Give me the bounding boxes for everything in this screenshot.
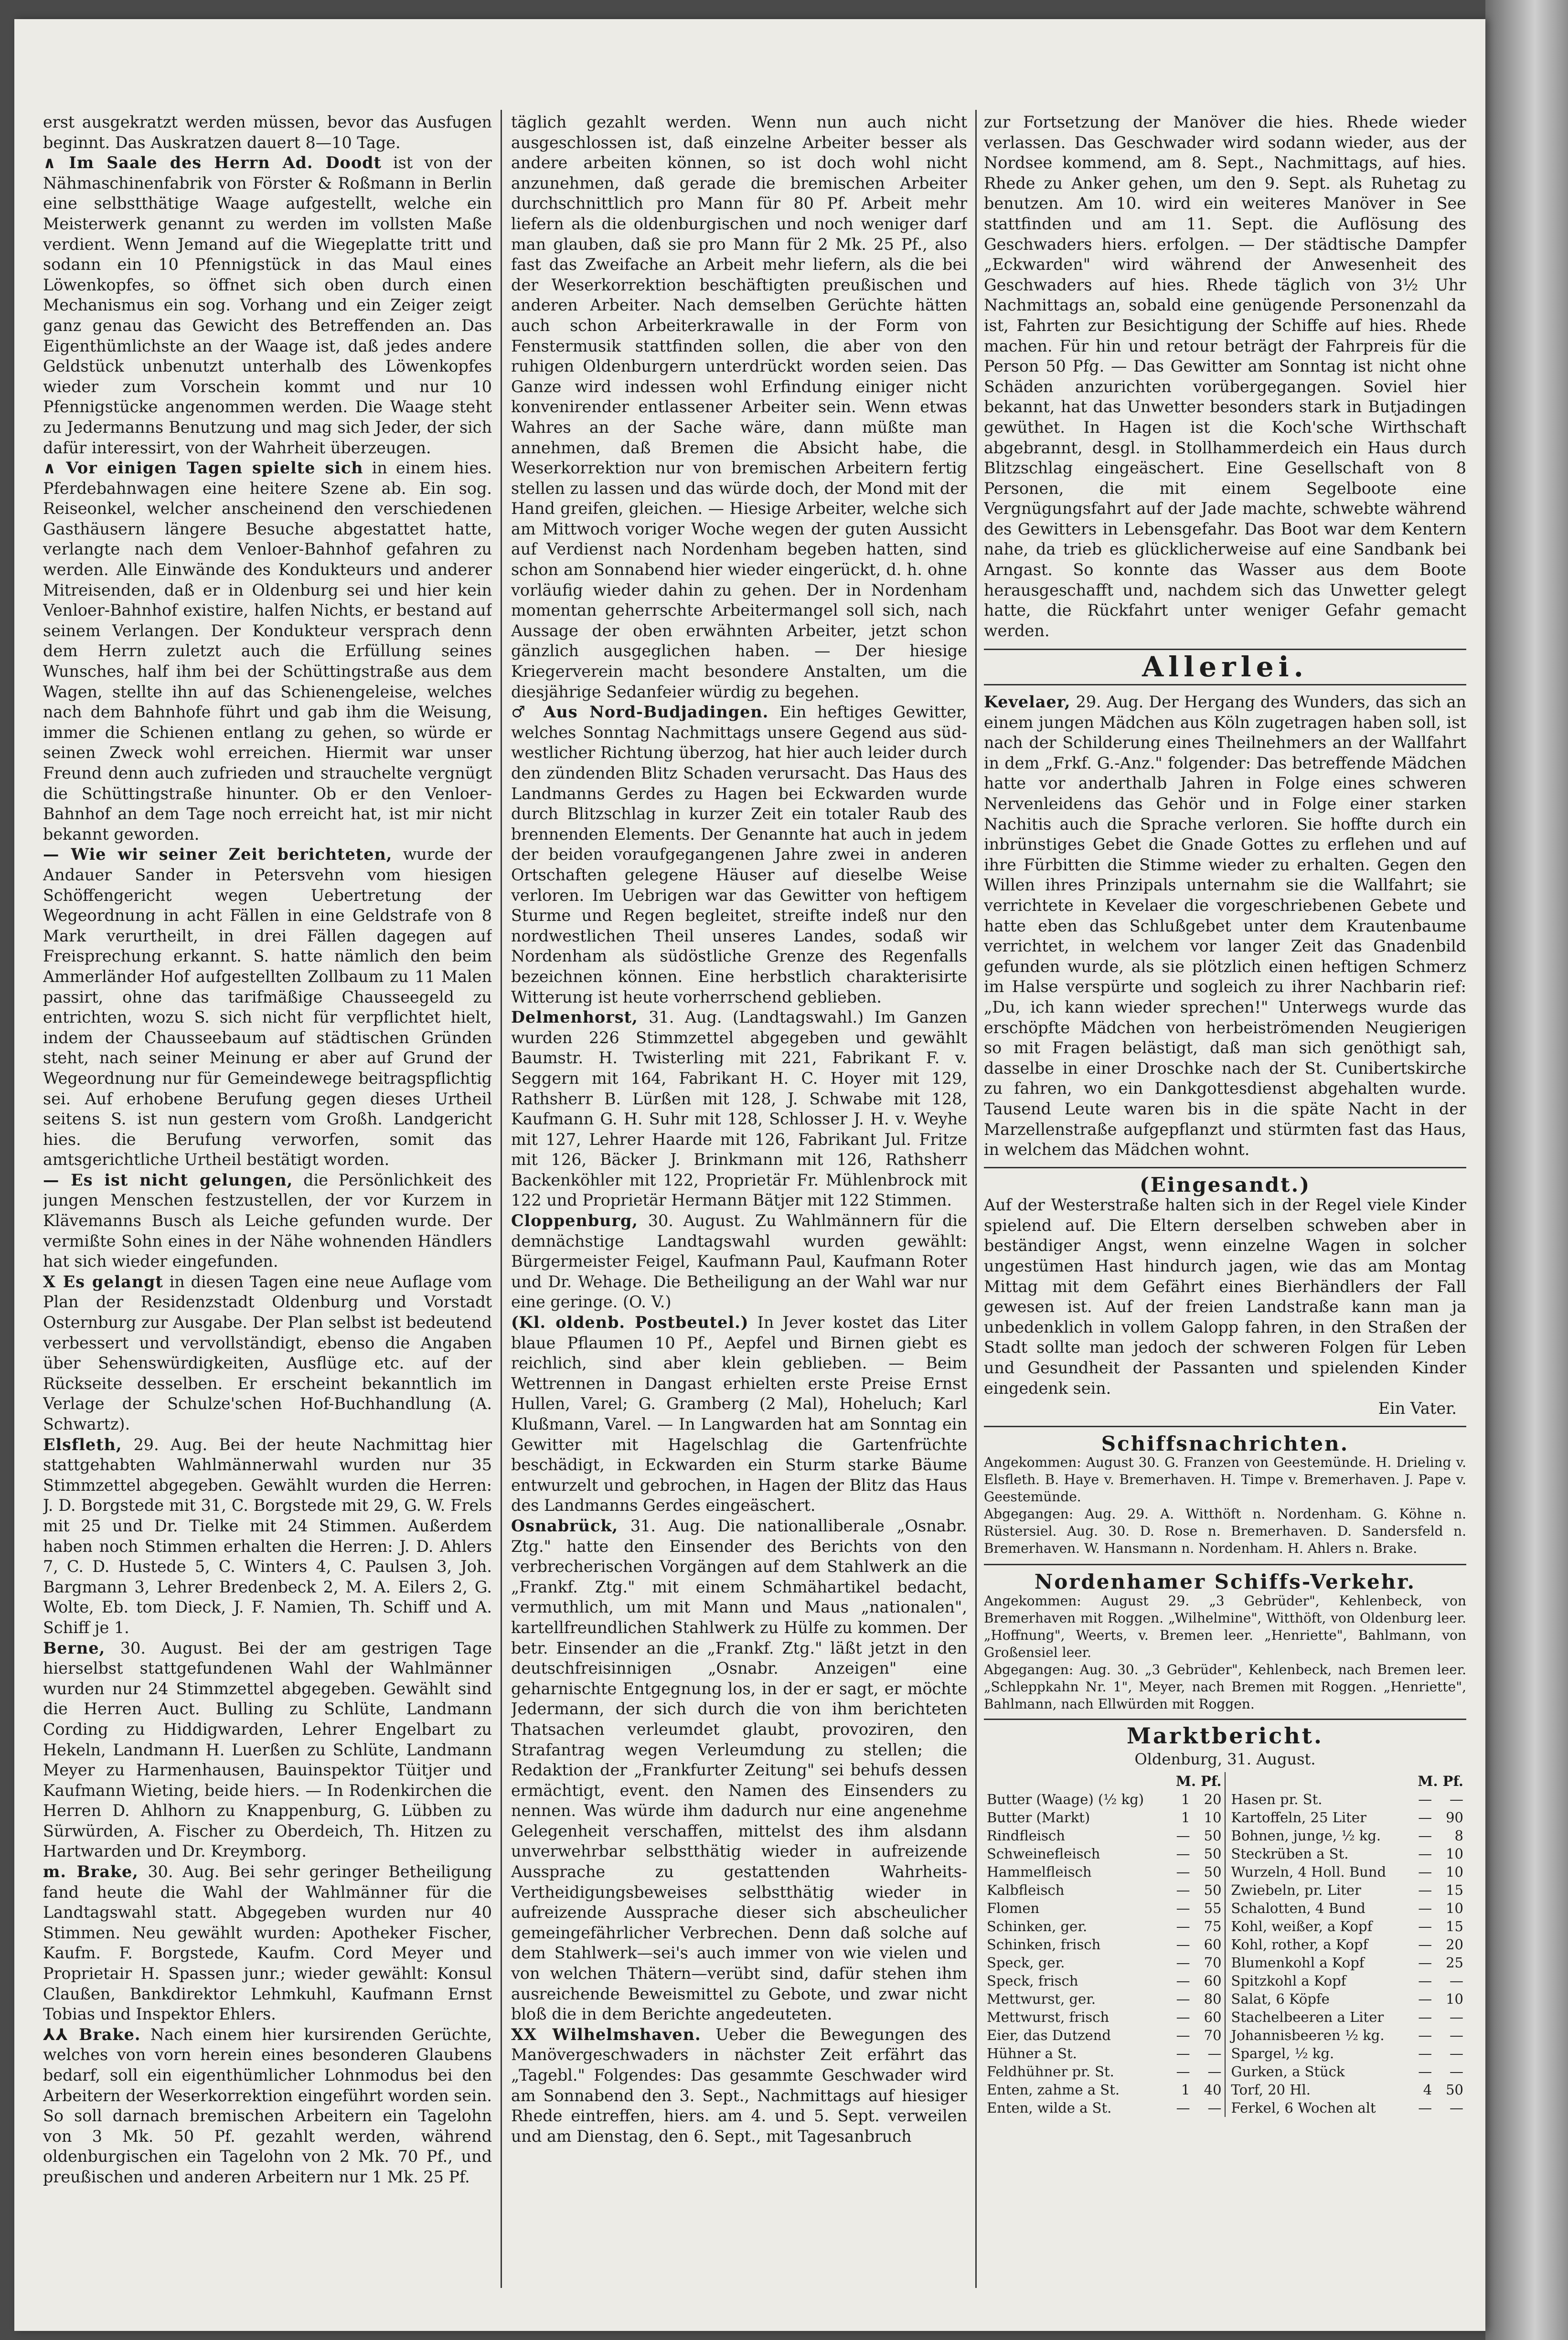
price-mark: — — [1176, 2100, 1190, 2116]
page-edge-shadow — [1485, 0, 1568, 2340]
price-pfennig: 50 — [1204, 1827, 1222, 1844]
column-1 — [43, 112, 492, 2290]
table-row — [984, 1972, 1466, 1990]
price-mark: — — [1418, 1882, 1432, 1899]
article — [43, 458, 492, 844]
price-mark: — — [1418, 1864, 1432, 1881]
market-item: Hammelfleisch — [987, 1864, 1092, 1881]
table-row — [984, 2044, 1466, 2062]
article-body: in diesen Tagen eine neue Auflage vom Plan der Residenzstadt Oldenburg und Vorstadt Osternburg zur Ausgabe. Der Plan selbst ist bedeutend verbessert und vervollständigt, ebenso die Angaben über Sehenswürdigkeiten, Ausflüge etc. auf der Rückseite desselben. Er erscheint bekanntlich im Verlage der Schulze'schen Hof-Buchhandlung (A. Schwartz). — [43, 1272, 492, 1433]
column-separator — [1225, 1845, 1228, 1863]
column-separator — [1225, 1917, 1228, 1935]
column-separator — [1225, 1808, 1228, 1827]
table-row — [984, 2081, 1466, 2099]
column-separator — [1225, 1899, 1228, 1917]
eingesandt-signature: Ein Vater. — [1378, 1399, 1457, 1418]
price-mark: — — [1418, 1955, 1432, 1971]
price-pfennig: — — [1450, 1791, 1463, 1808]
article-body: 30. August. Bei der am gestrigen Tage hierselbst stattgefundenen Wahl der Wahlmänner wurden nur 24 Stimmzettel abgegeben. Gewählt sind die Herren Auct. Bulling zu Schlüte, Landmann Cording zu Hiddigwarden, Lehrer Engelbart zu Hekeln, Landmann H. Luerßen zu Schlüte, Landmann Meyer zu Harmenhausen, Bauinspektor Tüitjer und Kaufmann Wieting, beide hiers. — In Rodenkirchen die Herren D. Ahlhorn zu Knappenburg, G. Lübben zu Sürwürden, A. Fischer zu Oberdeich, Th. Hitzen zu Hartwarden und Dr. Kreymborg. — [43, 1638, 492, 1861]
price-pfennig: 10 — [1204, 1809, 1222, 1826]
article-head: ∧ Im Saale des Herrn Ad. Doodt — [43, 153, 382, 172]
column-separator — [1225, 1863, 1228, 1881]
marktbericht-dateline: Oldenburg, 31. August. — [1134, 1750, 1316, 1768]
price-pfennig: 10 — [1446, 1991, 1463, 2008]
price-mark: — — [1176, 1900, 1190, 1917]
market-item: Speck, frisch — [987, 1973, 1078, 1989]
price-mark: — — [1418, 1846, 1432, 1862]
section-title-eingesandt: (Eingesandt.) — [984, 1167, 1466, 1196]
market-item: Enten, wilde a St. — [987, 2100, 1112, 2116]
market-item: Stachelbeeren a Liter — [1231, 2009, 1384, 2026]
price-mark: — — [1418, 1827, 1432, 1844]
article-body: Ein heftiges Gewitter, welches Sonntag Nachmittags unsere Gegend aus süd-westlicher Richtung überzog, hat hier auch leider durch den zündenden Blitz Schaden verursacht. Das Haus des Landmanns Gerdes zu Hagen bei Eckwarden wurde durch Blitzschlag in kurzer Zeit ein totaler Raub des brennenden Elements. Der Genannte hat auch in jedem der beiden voraufgegangenen Jahre zwei in anderen Ortschaften gelegene Häuser auf dieselbe Weise verloren. Im Uebrigen war das Gewitter von heftigem Sturme und Regen begleitet, streifte indeß nur den nordwestlichen Theil unseres Landes, sodaß wir Nordenham als südöstliche Grenze des Regenfalls bezeichnen können. Eine herbstlich charakterisirte Witterung ist heute vorherrschend geblieben. — [511, 703, 967, 1006]
market-item: Spitzkohl a Kopf — [1231, 1973, 1346, 1989]
article-head: Elsfleth, — [43, 1435, 122, 1454]
price-mark: 4 — [1423, 2082, 1432, 2098]
article-body: Nach einem hier kursirenden Gerüchte, welches von vorn herein eines besonderen Glaubens bedarf, soll ein eigenthümlicher Lohnmodus bei den Arbeitern der Weserkorrektion eingeführt worden sein. So soll darnach bremischen Arbeitern ein Tagelohn von 3 Mk. 50 Pf. gezahlt werden, während oldenburgischen ein Tagelohn von 2 Mk. 70 Pf., und preußischen und anderen Arbeitern nur 1 Mk. 25 Pf. — [43, 2025, 492, 2186]
table-row — [984, 1808, 1466, 1827]
column-separator — [1225, 2008, 1228, 2026]
market-item: Blumenkohl a Kopf — [1231, 1955, 1365, 1971]
article — [511, 1211, 967, 1313]
price-pfennig: 15 — [1446, 1918, 1463, 1935]
article-body: 31. Aug. Die nationalliberale „Osnabr. Ztg." hatte den Einsender des Berichts von den verbrecherischen Vorgängen auf dem Stahlwerk an die „Frankf. Ztg." mit einem Schmähartikel bedacht, vermuthlich, um mit Mann und Maus „nationalen", kartellfreundlichen Stahlwerk zu Hülfe zu kommen. Der betr. Einsender an die „Frankf. Ztg." läßt jetzt in den deutschfreisinnigen „Osnabr. Anzeigen" eine geharnischte Entgegnung los, in der er sagt, er möchte Jedermann, der sich durch die von ihm berichteten Thatsachen verleumdet glaubt, provoziren, den Strafantrag wegen Verleumdung zu stellen; die Redaktion der „Frankfurter Zeitung" sei behufs dessen ermächtigt, event. den Namen des Einsenders zu nennen. Was würde ihm dadurch nur eine angenehme Gelegenheit verschaffen, mittelst des ihm alsdann unverwehrbar selbstthätig wieder in aufreizende Aussprache zu gestattenden Wahrheits-Vertheidigungsbeweises selbstthätig wieder in aufreizende Aussprache dieser sich abscheulicher gemeingefährlicher Verbrechen. Denn daß solche auf dem Stahlwerk—sei's auch immer von wie vielen und von welchen Thätern—verübt sind, dafür stehen ihm ausreichende Beweismittel zu Gebote, und zwar nicht bloß die in dem Berichte angedeuteten. — [511, 1516, 967, 2024]
article-body: die Persönlichkeit des jungen Menschen festzustellen, der vor Kurzem in Klävemanns Busch als Leiche gefunden wurde. Der vermißte Sohn eines in der Nähe wohnenden Händlers hat sich wieder eingefunden. — [43, 1170, 492, 1271]
market-item: Wurzeln, 4 Holl. Bund — [1231, 1864, 1387, 1881]
article — [43, 1862, 492, 2025]
price-pfennig: — — [1450, 2100, 1463, 2116]
price-pfennig: 90 — [1446, 1809, 1463, 1826]
table-row — [984, 1881, 1466, 1899]
article-head: — Wie wir seiner Zeit berichteten, — [43, 845, 393, 864]
price-mark: — — [1176, 1973, 1190, 1989]
column-3 — [984, 112, 1466, 2290]
price-pfennig: 20 — [1446, 1936, 1463, 1953]
column-separator — [1225, 1790, 1228, 1808]
price-pfennig: 70 — [1204, 1955, 1222, 1971]
price-pfennig: — — [1207, 2045, 1222, 2062]
section-title-schiffsnachrichten: Schiffsnachrichten. — [984, 1426, 1466, 1454]
table-row — [984, 1845, 1466, 1863]
article-body: Ueber die Bewegungen des Manövergeschwaders in nächster Zeit erfährt das „Tagebl." Folgendes: Das gesammte Geschwader wird am Sonnabend den 3. Sept., Nachmittags auf hiesiger Rhede eintreffen, hiers. am 4. und 5. Sept. verweilen und am Dienstag, den 6. Sept., mit Tagesanbruch — [511, 2025, 967, 2146]
price-pfennig: 50 — [1204, 1864, 1222, 1881]
price-mark: — — [1176, 1918, 1190, 1935]
article — [43, 1170, 492, 1272]
market-item: Spargel, ½ kg. — [1231, 2045, 1334, 2062]
market-item: Mettwurst, ger. — [987, 1991, 1096, 2008]
article-body: 29. Aug. Der Hergang des Wunders, das sich an einem jungen Mädchen aus Köln zugetragen haben soll, ist nach der Schilderung eines Theilnehmers an der Wallfahrt in dem „Frkf. G.-Anz." folgender: Das betreffende Mädchen hatte vor anderthalb Jahren in Folge eines schweren Nervenleidens das Gehör und in Folge einer starken Nachitis auch die Sprache verloren. Sie hoffte durch ein inbrünstiges Gebet die Gnade Gottes zu erflehen und auf ihre Fürbitten die Stimme wieder zu erhalten. Gegen den Willen ihres Prinzipals unternahm sie die Wallfahrt; sie verrichtete in Kevelaer die vorgeschriebenen Gebete und hatte eben das Schlußgebet unter dem Krautenbaume verrichtet, in welchem vor langer Zeit das Gnadenbild gefunden wurde, als sie plötzlich einen heftigen Schmerz im Halse verspürte und sogleich zu ihrer Nachbarin rief: „Du, ich kann wieder sprechen!" Unterwegs wurde das erschöpfte Mädchen von herbeiströmenden Neugierigen so mit Fragen belästigt, daß man sich genöthigt sah, dasselbe in einer Droschke nach der St. Cunibertskirche zu fahren, wo ein Dankgottesdienst abgehalten wurde. Tausend Leute waren bis in die späte Nacht in der Marzellenstraße aufgepflanzt und stürmten fast das Haus, in welchem das Mädchen wohnt. — [984, 693, 1466, 1159]
price-mark: 1 — [1181, 1809, 1190, 1826]
marktbericht-header-row — [984, 1772, 1466, 1790]
market-item: Bohnen, junge, ½ kg. — [1231, 1827, 1381, 1844]
article — [511, 2025, 967, 2147]
article-head: Cloppenburg, — [511, 1211, 638, 1230]
price-pfennig: — — [1450, 2027, 1463, 2044]
price-mark: — — [1418, 1900, 1432, 1917]
price-pfennig: 70 — [1204, 2027, 1222, 2044]
table-row — [984, 1917, 1466, 1935]
table-row — [984, 1954, 1466, 1972]
price-pfennig: 50 — [1446, 2082, 1463, 2098]
price-mark: — — [1418, 2009, 1432, 2026]
schiffs-abgegangen: Abgegangen: Aug. 29. A. Witthöft n. Nordenham. G. Köhne n. Rüstersiel. Aug. 30. D. Rose n. Bremerhaven. D. Sandersfeld n. Bremerhaven. W. Hansmann n. Nordenham. H. Ahlers n. Brake. — [984, 1506, 1466, 1557]
column-separator — [1225, 1972, 1228, 1990]
article-body: 29. Aug. Bei der heute Nachmittag hier stattgehabten Wahlmännerwahl wurden nur 35 Stimmzettel abgegeben. Gewählt wurden die Herren: J. D. Borgstede mit 31, C. Borgstede mit 29, G. W. Frels mit 25 und Dr. Tielke mit 24 Stimmen. Außerdem haben noch Stimmen erhalten die Herren: J. D. Ahlers 7, C. D. Hustede 5, C. Winters 4, C. Paulsen 3, Joh. Bargmann 3, Lehrer Bredenbeck 2, M. A. Eilers 2, G. Wolte, Eb. tom Dieck, J. F. Namien, Th. Schiff und A. Schiff je 1. — [43, 1435, 492, 1637]
price-pfennig: 20 — [1204, 1791, 1222, 1808]
column-2 — [511, 112, 967, 2290]
price-pfennig: 10 — [1446, 1900, 1463, 1917]
price-mark: — — [1176, 1936, 1190, 1953]
article-body: in einem hies. Pferdebahnwagen eine heitere Szene ab. Ein sog. Reiseonkel, welcher anscheinend den verschiedenen Gasthäusern längere Besuche abgestattet hatte, verlangte nach dem Venloer-Bahnhof gefahren zu werden. Alle Einwände des Kondukteurs und anderer Mitreisenden, daß er in Oldenburg sei und hier kein Venloer-Bahnhof existire, halfen Nichts, er bestand auf seinem Verlangen. Der Kondukteur versprach denn dem Herrn zuletzt auch die Erfüllung seines Wunsches, half ihm bei der Schüttingstraße aus dem Wagen, stellte ihn auf das Schienengeleise, welches nach dem Bahnhofe führt und gab ihm die Weisung, immer die Schienen entlang zu gehen, so würde er seinen Zweck wohl erreichen. Hiermit war unser Freund denn auch zufrieden und strauchelte vergnügt die Schüttingstraße hinunter. Ob er den Venloer-Bahnhof an dem Tage noch erreicht hat, ist mir nicht bekannt geworden. — [43, 459, 492, 844]
market-item: Mettwurst, frisch — [987, 2009, 1109, 2026]
nordenham-angekommen: Angekommen: August 29. „3 Gebrüder", Kehlenbeck, von Bremerhaven mit Roggen. „Wilhelmine", Witthöft, von Oldenburg leer. „Hoffnung", Weerts, v. Bremen leer. „Henriette", Bahlmann, von Großensiel leer. — [984, 1593, 1466, 1660]
market-item: Feldhühner pr. St. — [987, 2063, 1114, 2080]
unit-header-right: M. Pf. — [1418, 1773, 1463, 1790]
market-item: Schinken, frisch — [987, 1936, 1101, 1953]
market-item: Eier, das Dutzend — [987, 2027, 1111, 2044]
price-pfennig: 8 — [1454, 1827, 1463, 1844]
market-item: Hasen pr. St. — [1231, 1791, 1323, 1808]
market-item: Schweinefleisch — [987, 1846, 1100, 1862]
price-mark: — — [1176, 2027, 1190, 2044]
market-item: Salat, 6 Köpfe — [1231, 1991, 1330, 2008]
article-body: ist von der Nähmaschinenfabrik von Förster & Roßmann in Berlin eine selbstthätige Waage aufgestellt, welche ein Meisterwerk genannt zu werden im vollsten Maße verdient. Wenn Jemand auf die Wiegeplatte tritt und sodann ein 10 Pfennigstück in das Maul eines Löwenkopfes, so öffnet sich oben durch einen Mechanismus ein sog. Vorhang und ein Zeiger zeigt ganz genau das Gewicht des Betreffenden an. Das Eigenthümlichste an der Waage ist, daß jedes andere Geldstück unbenutzt unterhalb des Löwenkopfes wieder zum Vorschein kommt und nur 10 Pfennigstücke angenommen werden. Die Waage steht zu Jedermanns Benutzung und mag sich Jeder, der sich dafür interessirt, von der Wahrheit überzeugen. — [43, 153, 492, 457]
market-item: Kalbfleisch — [987, 1882, 1065, 1899]
price-pfennig: 80 — [1204, 1991, 1222, 2008]
newspaper-page — [14, 19, 1485, 2331]
column-separator — [1225, 2081, 1228, 2099]
price-pfennig: 55 — [1204, 1900, 1222, 1917]
market-item: Butter (Waage) (½ kg) — [987, 1791, 1144, 1808]
article-body: täglich gezahlt werden. Wenn nun auch nicht ausgeschlossen ist, daß einzelne Arbeiter besser als andere arbeiten können, so ist doch wohl nicht anzunehmen, daß gerade die bremischen Arbeiter durchschnittlich pro Mann für 80 Pf. Arbeit mehr liefern als die oldenburgischen und noch weniger darf man glauben, daß sie pro Mann für 2 Mk. 25 Pf., also fast das Zweifache an Arbeit mehr liefern, als die bei der Weserkorrektion beschäftigten preußischen und anderen Arbeiter. Nach demselben Gerüchte hätten auch schon Arbeiterkrawalle in der Form von Fenstermusik stattfinden sollen, die aber von den ruhigen Oldenburgern unterdrückt worden seien. Das Ganze wird indessen wohl Erfindung einiger nicht konvenirender entlassener Arbeiter sein. Wenn etwas Wahres an der Sache wäre, dann müßte man annehmen, daß Bremen die Absicht habe, die Weserkorrektion nur von bremischen Arbeitern fertig stellen zu lassen und das würde doch, der Mond mit der Hand greifen, gleichen. — Hiesige Arbeiter, welche sich am Mittwoch voriger Woche wegen der guten Aussicht auf Verdienst nach Nordenham begeben hatten, sind schon am Sonnabend hier wieder eingerückt, d. h. ohne vorläufig wieder dahin zu gehen. Der in Nordenham momentan geherrschte Arbeitermangel soll sich, nach Aussage der oben erwähnten Arbeiter, jetzt schon gänzlich ausgeglichen haben. — Der hiesige Kriegerverein macht besondere Anstalten, um die diesjährige Sedanfeier würdig zu begehen. — [511, 113, 967, 701]
marktbericht-table — [984, 1772, 1466, 2117]
article — [43, 2025, 492, 2188]
article — [43, 1638, 492, 1862]
price-pfennig: 25 — [1446, 1955, 1463, 1971]
article-head: — Es ist nicht gelungen, — [43, 1170, 293, 1189]
price-mark: — — [1418, 2063, 1432, 2080]
market-item: Steckrüben a St. — [1231, 1846, 1349, 1862]
market-item: Butter (Markt) — [987, 1809, 1090, 1826]
column-separator — [1225, 2099, 1228, 2117]
schiffs-angekommen: Angekommen: August 30. G. Franzen von Geestemünde. H. Drieling v. Elsfleth. B. Haye v. Bremerhaven. H. Timpe v. Bremerhaven. J. Pape v. Geestemünde. — [984, 1454, 1466, 1505]
market-item: Gurken, a Stück — [1231, 2063, 1345, 2080]
article-body: 30. August. Zu Wahlmännern für die demnächstige Landtagswahl wurden gewählt: Bürgermeister Feigel, Kaufmann Paul, Kaufmann Roter und Dr. Wehage. Die Betheiligung an der Wahl war nur eine geringe. (O. V.) — [511, 1211, 967, 1312]
price-pfennig: 50 — [1204, 1882, 1222, 1899]
price-mark: — — [1418, 2027, 1432, 2044]
article-head: ∧ Vor einigen Tagen spielte sich — [43, 459, 363, 478]
price-mark: 1 — [1181, 1791, 1190, 1808]
article-head: X Es gelangt — [43, 1272, 163, 1291]
article-head: XX Wilhelmshaven. — [511, 2025, 701, 2044]
price-pfennig: — — [1207, 2100, 1222, 2116]
price-pfennig: — — [1207, 2063, 1222, 2080]
price-pfennig: 50 — [1204, 1846, 1222, 1862]
price-mark: — — [1418, 1791, 1432, 1808]
column-separator — [1225, 1935, 1228, 1954]
market-item: Kohl, weißer, a Kopf — [1231, 1918, 1373, 1935]
price-mark: — — [1176, 1827, 1190, 1844]
market-item: Kartoffeln, 25 Liter — [1231, 1809, 1366, 1826]
price-mark: — — [1176, 2045, 1190, 2062]
article — [511, 1007, 967, 1211]
article — [511, 112, 967, 702]
price-pfennig: 40 — [1204, 2082, 1222, 2098]
table-row — [984, 2099, 1466, 2117]
price-pfennig: 10 — [1446, 1846, 1463, 1862]
price-mark: — — [1418, 2100, 1432, 2116]
table-row — [984, 1827, 1466, 1845]
eingesandt-body: Auf der Westerstraße halten sich in der Regel viele Kinder spielend auf. Die Eltern derselben schweben aber in beständiger Angst, wenn einzelne Wagen in solcher ungestümen Hast hindurch jagen, wie das am Montag Mittag mit dem Gefährt eines Bierhändlers der Fall gewesen ist. Auf der freien Landstraße kann man ja unbedenklich in vollem Galopp fahren, in den Straßen der Stadt sollte man jedoch der schweren Folgen für Leben und Gesundheit der Passanten und spielenden Kinder eingedenk sein. — [984, 1196, 1466, 1398]
price-mark: 1 — [1181, 2082, 1190, 2098]
article-head: Kevelaer, — [984, 693, 1071, 712]
article — [43, 1272, 492, 1435]
column-separator — [1225, 2044, 1228, 2062]
article — [511, 1516, 967, 2025]
section-title-allerlei: Allerlei. — [984, 649, 1466, 685]
article-kevelaer — [984, 692, 1466, 1160]
price-mark: — — [1418, 1991, 1432, 2008]
table-row — [984, 1899, 1466, 1917]
article-body: 31. Aug. (Landtagswahl.) Im Ganzen wurden 226 Stimmzettel abgegeben und gewählt Baumstr. H. Twisterling mit 221, Fabrikant F. v. Seggern mit 164, Fabrikant H. C. Hoyer mit 129, Rathsherr B. Lürßen mit 128, J. Schwabe mit 128, Kaufmann G. H. Suhr mit 128, Schlosser J. H. v. Weyhe mit 127, Lehrer Haarde mit 126, Fabrikant Jul. Fritze mit 126, Bäcker J. Brinkmann mit 126, Rathsherr Backenköhler mit 122, Proprietär Fr. Mühlenbrock mit 122 und Proprietär Hermann Bätjer mit 122 Stimmen. — [511, 1008, 967, 1210]
table-row — [984, 1790, 1466, 1808]
price-mark: — — [1176, 1955, 1190, 1971]
price-mark: — — [1418, 1973, 1432, 1989]
price-mark: — — [1418, 1936, 1432, 1953]
article-body: wurde der Andauer Sander in Petersvehn vom hiesigen Schöffengericht wegen Uebertretung der Wegeordnung in acht Fällen in eine Geldstrafe von 8 Mark verurtheilt, in drei Fällen dagegen auf Freisprechung erkannt. S. hatte nämlich den beim Ammerländer Hof aufgestellten Zollbaum zu 11 Malen passirt, ohne das tarifmäßige Chausseegeld zu entrichten, wozu S. sich nicht für verpflichtet hielt, indem der Chausseebaum auf städtischen Gründen steht, nach seiner Meinung er aber auf Grund der Wegeordnung nur für Gemeindewege beitragspflichtig sei. Auf erhobene Berufung gegen dieses Urtheil seitens S. ist nun gestern vom Großh. Landgericht hies. die Berufung verworfen, somit das amtsgerichtliche Urtheil bestätigt worden. — [43, 845, 492, 1169]
price-pfennig: 15 — [1446, 1882, 1463, 1899]
marktbericht-rows — [984, 1790, 1466, 2117]
article-head: Delmenhorst, — [511, 1008, 638, 1027]
market-item: Kohl, rother, a Kopf — [1231, 1936, 1368, 1953]
price-mark: — — [1176, 1991, 1190, 2008]
article-head: m. Brake, — [43, 1862, 139, 1881]
column-separator — [1225, 2062, 1228, 2081]
table-row — [984, 2008, 1466, 2026]
section-title-marktbericht: Marktbericht. — [984, 1719, 1466, 1746]
market-item: Johannisbeeren ½ kg. — [1231, 2027, 1385, 2044]
article — [43, 844, 492, 1170]
market-item: Flomen — [987, 1900, 1040, 1917]
price-mark: — — [1176, 2063, 1190, 2080]
column-rule-1 — [501, 110, 502, 2288]
section-title-nordenham: Nordenhamer Schiffs-Verkehr. — [984, 1564, 1466, 1592]
market-item: Enten, zahme a St. — [987, 2082, 1120, 2098]
unit-header-left: M. Pf. — [1175, 1773, 1222, 1790]
article-body: 30. Aug. Bei sehr geringer Betheiligung fand heute die Wahl der Wahlmänner für die Landtagswahl statt. Abgegeben wurden nur 40 Stimmen. Neu gewählt wurden: Apotheker Fischer, Kaufm. F. Borgstede, Kaufm. Cord Meyer und Proprietair H. Spassen junr.; wieder gewählt: Konsul Claußen, Bankdirektor Lehmkuhl, Kaufmann Ernst Tobias und Inspektor Ehlers. — [43, 1862, 492, 2024]
price-pfennig: 75 — [1204, 1918, 1222, 1935]
article-continuation: zur Fortsetzung der Manöver die hies. Rhede wieder verlassen. Das Geschwader wird sodann wieder, aus der Nordsee kommend, am 8. Sept., Nachmittags, auf hies. Rhede zu Anker gehen, um den 9. Sept. als Ruhetag zu benutzen. Am 10. wird ein weiteres Manöver in See stattfinden und am 11. Sept. die Auflösung des Geschwaders hiers. erfolgen. — Der städtische Dampfer „Eckwarden" wird während der Anwesenheit des Geschwaders auf hies. Rhede täglich von 3½ Uhr Nachmittags an, sobald eine genügende Personenzahl da ist, Fahrten zur Besichtigung der Schiffe auf hies. Rhede machen. Für hin und retour beträgt der Fahrpreis für die Person 50 Pfg. — Das Gewitter am Sonntag ist nicht ohne Schäden anzurichten vorübergegangen. Soviel hier bekannt, hat das Unwetter besonders stark in Butjadingen gewüthet. In Hagen ist die Koch'sche Wirthschaft abgebrannt, desgl. in Stollhammerdeich ein Haus durch Blitzschlag eingeäschert. Eine Gesellschaft von 8 Personen, die mit einem Segelboote eine Vergnügungsfahrt auf der Jade machte, schwebte während des Gewitters in Lebensgefahr. Das Boot war dem Kentern nahe, da trieb es glücklicherweise auf eine Sandbank bei Arngast. So konnte das Wasser aus dem Boote herausgeschafft und, nachdem sich das Unwetter gelegt hatte, die Rückfahrt unter weniger Gefahr gemacht werden. — [984, 113, 1466, 640]
article — [511, 702, 967, 1007]
price-pfennig: 10 — [1446, 1864, 1463, 1881]
price-pfennig: 60 — [1204, 1936, 1222, 1953]
price-pfennig: 60 — [1204, 2009, 1222, 2026]
price-pfennig: 60 — [1204, 1973, 1222, 1989]
price-mark: — — [1418, 1918, 1432, 1935]
column-separator — [1225, 1827, 1228, 1845]
column-separator — [1225, 2026, 1228, 2044]
market-item: Hühner a St. — [987, 2045, 1077, 2062]
price-mark: — — [1418, 1809, 1432, 1826]
article-head: ♂ Aus Nord-Budjadingen. — [511, 703, 769, 722]
price-mark: — — [1176, 2009, 1190, 2026]
price-mark: — — [1176, 1864, 1190, 1881]
table-row — [984, 1863, 1466, 1881]
column-separator — [1225, 1990, 1228, 2008]
column-rule-2 — [975, 110, 977, 2288]
price-pfennig: — — [1450, 2045, 1463, 2062]
price-mark: — — [1176, 1846, 1190, 1862]
table-row — [984, 1990, 1466, 2008]
column-separator — [1225, 1954, 1228, 1972]
price-pfennig: — — [1450, 2009, 1463, 2026]
market-item: Rindfleisch — [987, 1827, 1065, 1844]
article-head: Osnabrück, — [511, 1516, 619, 1535]
table-row — [984, 2062, 1466, 2081]
market-item: Speck, ger. — [987, 1955, 1065, 1971]
market-item: Schinken, ger. — [987, 1918, 1088, 1935]
nordenham-abgegangen: Abgegangen: Aug. 30. „3 Gebrüder", Kehlenbeck, nach Bremen leer. „Schleppkahn Nr. 1", Meyer, nach Bremen mit Roggen. „Henriette", Bahlmann, nach Ellwürden mit Roggen. — [984, 1662, 1466, 1712]
market-item: Torf, 20 Hl. — [1231, 2082, 1311, 2098]
price-mark: — — [1176, 1882, 1190, 1899]
price-mark: — — [1418, 2045, 1432, 2062]
market-item: Schalotten, 4 Bund — [1231, 1900, 1365, 1917]
article — [511, 1313, 967, 1516]
article-head: (Kl. oldenb. Postbeutel.) — [511, 1313, 749, 1332]
price-pfennig: — — [1450, 1973, 1463, 1989]
table-row — [984, 1935, 1466, 1954]
article-body: erst ausgekratzt werden müssen, bevor das Ausfugen beginnt. Das Auskratzen dauert 8—10 Tage. — [43, 113, 492, 152]
market-item: Ferkel, 6 Wochen alt — [1231, 2100, 1376, 2116]
article-head: Berne, — [43, 1638, 106, 1657]
market-item: Zwiebeln, pr. Liter — [1231, 1882, 1361, 1899]
article-head: ⅄⅄ Brake. — [43, 2025, 141, 2044]
article — [43, 1435, 492, 1638]
article — [43, 153, 492, 458]
article — [43, 112, 492, 153]
article-body: In Jever kostet das Liter blaue Pflaumen 10 Pf., Aepfel und Birnen giebt es reichlich, sind aber klein geblieben. — Beim Wettrennen in Dangast erhielten erste Preise Ernst Hullen, Varel; G. Gramberg (2 Mal), Hoheluch; Karl Klußmann, Varel. — In Langwarden hat am Sonntag ein Gewitter mit Hagelschlag die Gartenfrüchte beschädigt, in Eckwarden ein Sturm starke Bäume entwurzelt und gebrochen, in Hagen der Blitz das Haus des Landmanns Gerdes eingeäschert. — [511, 1313, 967, 1515]
table-row — [984, 2026, 1466, 2044]
price-pfennig: — — [1450, 2063, 1463, 2080]
column-separator — [1225, 1881, 1228, 1899]
